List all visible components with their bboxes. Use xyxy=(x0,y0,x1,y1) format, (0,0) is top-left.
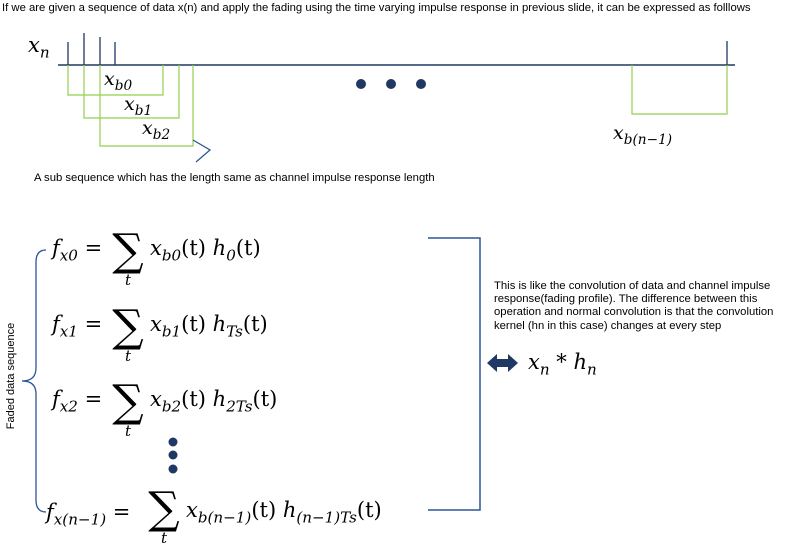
equation-0-sum: ∑ t xyxy=(112,225,144,289)
convolution-expression: $x_n * h_n$ xyxy=(528,350,597,379)
faded-data-sequence-label: Faded data sequence xyxy=(5,322,17,430)
equation-n-rhs: $x_{b(n-1)}(t)$ $h_{(n-1)Ts}(t)$ xyxy=(186,498,382,527)
left-brace xyxy=(22,250,46,512)
ellipsis-dot xyxy=(169,465,178,474)
xb0-label: $x_{b0}$ xyxy=(104,68,133,94)
xb2-label: $x_{b2}$ xyxy=(142,117,171,143)
equation-0-rhs: $x_{b0}(t)$ $h_0(t)$ xyxy=(150,236,261,265)
equation-1-rhs: $x_{b1}(t)$ $h_{Ts}(t)$ xyxy=(150,312,268,341)
xn-label: $x_n$ xyxy=(28,33,50,62)
ellipsis-dot xyxy=(416,79,426,89)
ellipsis-dot xyxy=(169,451,178,460)
xbn-label: $x_{b(n-1)}$ xyxy=(613,122,673,148)
equation-2-lhs: $f_{x2}$ = xyxy=(52,387,103,416)
equation-n-sum: ∑ t xyxy=(148,483,180,547)
equation-2-sum: ∑ t xyxy=(112,376,144,440)
pointer-chevron-icon xyxy=(193,140,210,162)
subseq-bracket-bn xyxy=(632,65,727,114)
double-arrow-icon xyxy=(487,354,518,372)
right-bracket xyxy=(428,238,480,510)
header-text: If we are given a sequence of data x(n) and apply the fading using the time varying impulse response in previous slide, it can be expressed as folllows xyxy=(2,2,751,14)
xb1-label: $x_{b1}$ xyxy=(124,93,153,119)
subsequence-note: A sub sequence which has the length same as channel impulse response length xyxy=(34,172,435,184)
equation-n-lhs: $f_{x(n-1)}$ = xyxy=(46,500,131,529)
ellipsis-dot xyxy=(386,79,396,89)
equation-2-rhs: $x_{b2}(t)$ $h_{2Ts}(t)$ xyxy=(150,387,278,416)
equation-0-lhs: $f_{x0}$ = xyxy=(52,236,103,265)
equation-1-lhs: $f_{x1}$ = xyxy=(52,312,103,341)
ellipsis-dot xyxy=(356,79,366,89)
equation-1-sum: ∑ t xyxy=(112,301,144,365)
convolution-explanation: This is like the convolution of data and channel impulse response(fading profile). The difference between this operation and normal convolution is that the convolution kernel (hn in this case) changes at every step xyxy=(494,280,774,332)
ellipsis-dot xyxy=(169,438,178,447)
